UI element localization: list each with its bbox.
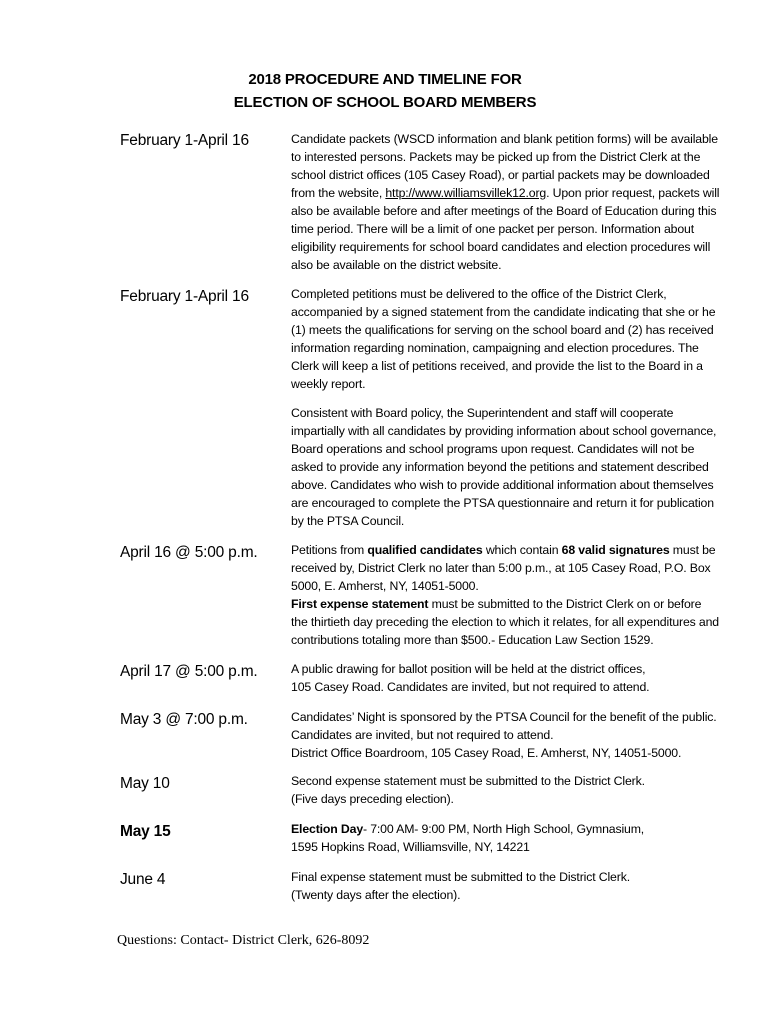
entry-text: 105 Casey Road. Candidates are invited, but not required to attend. — [291, 680, 650, 694]
entry-text: must be submitted to the District Clerk on or before the thirtieth day preceding the election to which it relates, for all expenditures and contributions totaling more than $500.- Education Law Section 1529. — [291, 597, 719, 647]
entry-text: must be received by, District Clerk no later than 5:00 p.m., at 105 Casey Road, P.O. Box 5000, E. Amherst, NY, 14051-5000. — [291, 543, 716, 593]
entry-date-petition-deadline: April 16 @ 5:00 p.m. — [120, 544, 258, 561]
entry-text: (Twenty days after the election). — [291, 888, 461, 902]
entry-description-petition-deadline — [291, 541, 721, 649]
entry-text: Candidate packets (WSCD information and blank petition forms) will be available to interested persons. Packets may be picked up from the District Clerk at the school district offices (105 Casey Road), or partial packets may be downloaded from the website, — [291, 132, 718, 200]
entry-description-candidates-night — [291, 708, 721, 762]
entry-text: Completed petitions must be delivered to the office of the District Clerk, accompanied by a signed statement from the candidate indicating that she or he (1) meets the qualifications for serving on the school board and (2) has received information regarding nomination, campaigning and election procedures. The Clerk will keep a list of petitions received, and provide the list to the Board in a weekly report. — [291, 287, 716, 391]
entry-text: which contain — [482, 543, 562, 557]
entry-date-election-day: May 15 — [120, 823, 171, 840]
entry-text: 1595 Hopkins Road, Williamsville, NY, 14221 — [291, 840, 530, 854]
entry-description-final-expense — [291, 868, 721, 904]
entry-description-board-policy — [291, 404, 721, 530]
document-title-line-2: ELECTION OF SCHOOL BOARD MEMBERS — [233, 94, 537, 111]
entry-date-final-expense: June 4 — [120, 871, 166, 888]
entry-description-completed-petitions — [291, 285, 721, 393]
entry-text: (Five days preceding election). — [291, 792, 454, 806]
entry-description-ballot-drawing — [291, 660, 721, 696]
entry-date-completed-petitions: February 1-April 16 — [120, 288, 249, 305]
entry-text-bold: 68 valid signatures — [561, 543, 670, 557]
entry-text: Candidates’ Night is sponsored by the PTSA Council for the benefit of the public. Candidates are invited, but not required to attend. — [291, 710, 717, 742]
entry-date-second-expense: May 10 — [120, 775, 170, 792]
entry-text-bold: Election Day — [291, 822, 364, 836]
entry-text: Second expense statement must be submitted to the District Clerk. — [291, 774, 645, 788]
entry-text-bold: First expense statement — [291, 597, 429, 611]
entry-description-second-expense — [291, 772, 721, 808]
entry-text: . Upon prior request, packets will also be available before and after meetings of the Board of Education during this time period. There will be a limit of one packet per person. Information about eligibility requirements for school board candidates and election procedures will also be available on the district website. — [291, 186, 720, 272]
contact-footer: Questions: Contact- District Clerk, 626-8092 — [117, 933, 370, 948]
document-title-line-1: 2018 PROCEDURE AND TIMELINE FOR — [248, 71, 522, 88]
entry-text: A public drawing for ballot position will be held at the district offices, — [291, 662, 646, 676]
entry-text-bold: qualified candidates — [367, 543, 483, 557]
entry-description-election-day — [291, 820, 721, 856]
entry-date-ballot-drawing: April 17 @ 5:00 p.m. — [120, 663, 258, 680]
entry-text: Consistent with Board policy, the Superintendent and staff will cooperate impartially with all candidates by providing information about school governance, Board operations and school programs upon request. Candidates will not be asked to provide any information beyond the petitions and statement described above. Candidates who wish to provide additional information about themselves are encouraged to complete the PTSA questionnaire and return it for publication by the PTSA Council. — [291, 406, 717, 528]
entry-text: Final expense statement must be submitted to the District Clerk. — [291, 870, 630, 884]
entry-text: - 7:00 AM- 9:00 PM, North High School, Gymnasium, — [363, 822, 645, 836]
entry-date-candidates-night: May 3 @ 7:00 p.m. — [120, 711, 248, 728]
entry-date-candidate-packets: February 1-April 16 — [120, 132, 249, 149]
entry-text: District Office Boardroom, 105 Casey Road, E. Amherst, NY, 14051-5000. — [291, 746, 682, 760]
entry-text: Petitions from — [291, 543, 368, 557]
entry-description-candidate-packets — [291, 130, 721, 274]
district-website-link[interactable]: http://www.williamsvillek12.org — [385, 186, 547, 200]
